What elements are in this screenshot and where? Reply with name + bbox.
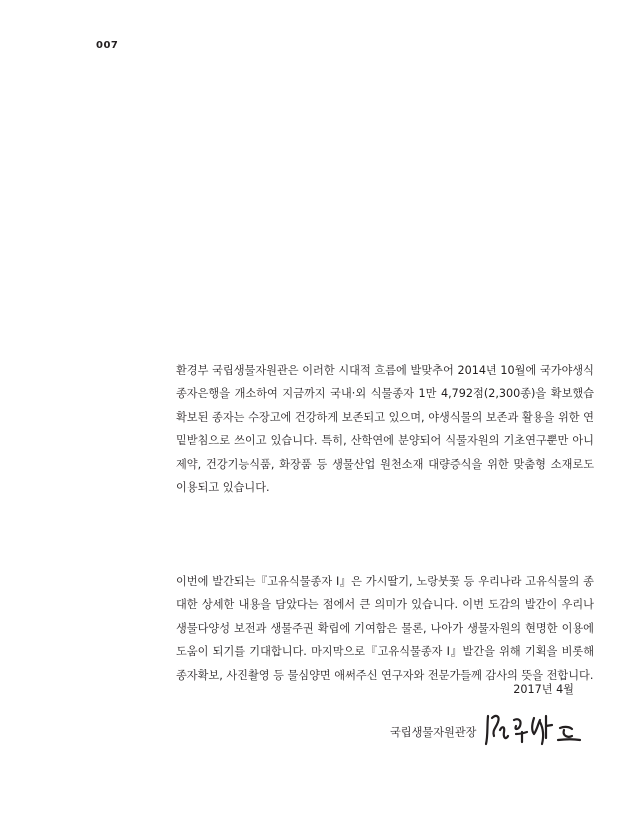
handwritten-signature [482, 708, 582, 752]
paragraph-line: 확보된 종자는 수장고에 건강하게 보존되고 있으며, 야생식물의 보존과 활용을 위한 연 [176, 410, 594, 424]
paragraph-line: 이용되고 있습니다. [176, 480, 270, 494]
date-line: 2017년 4월 [513, 683, 574, 696]
publication-paragraph [176, 570, 594, 687]
paragraph-line: 환경부 국립생물자원관은 이러한 시대적 흐름에 발맞추어 2014년 10월에 국가야생식 [176, 364, 594, 377]
page-number: 007 [96, 40, 119, 51]
paragraph-line: 생물다양성 보전과 생물주권 확립에 기여함은 물론, 나아가 생물자원의 현명한 이용에 [176, 621, 594, 635]
paragraph-line: 제약, 건강기능식품, 화장품 등 생물산업 원천소재 대량증식을 위한 맞춤형 소재로도 [176, 457, 594, 471]
paragraph-line: 밑받침으로 쓰이고 있습니다. 특히, 산학연에 분양되어 식물자원의 기초연구뿐만 아니 [176, 434, 594, 448]
paragraph-line: 종자은행을 개소하여 지금까지 국내·외 식물종자 1만 4,792점(2,300종)을 확보했습 [176, 387, 594, 401]
paragraph-line: 대한 상세한 내용을 담았다는 점에서 큰 의미가 있습니다. 이번 도감의 발간이 우리나 [176, 598, 594, 612]
intro-paragraph [176, 359, 594, 499]
paragraph-line: 이번에 발간되는『고유식물종자 Ⅰ』은 가시딸기, 노랑붓꽃 등 우리나라 고유식물의 종 [176, 575, 594, 588]
director-title: 국립생물자원관장 [390, 726, 477, 739]
signoff-block [390, 708, 590, 758]
paragraph-line: 도움이 되기를 기대합니다. 마지막으로『고유식물종자 Ⅰ』발간을 위해 기획을 비롯해 [176, 645, 594, 659]
paragraph-line: 종자확보, 사진촬영 등 물심양면 애써주신 연구자와 전문가들께 감사의 뜻을 전합니다. [176, 668, 594, 682]
